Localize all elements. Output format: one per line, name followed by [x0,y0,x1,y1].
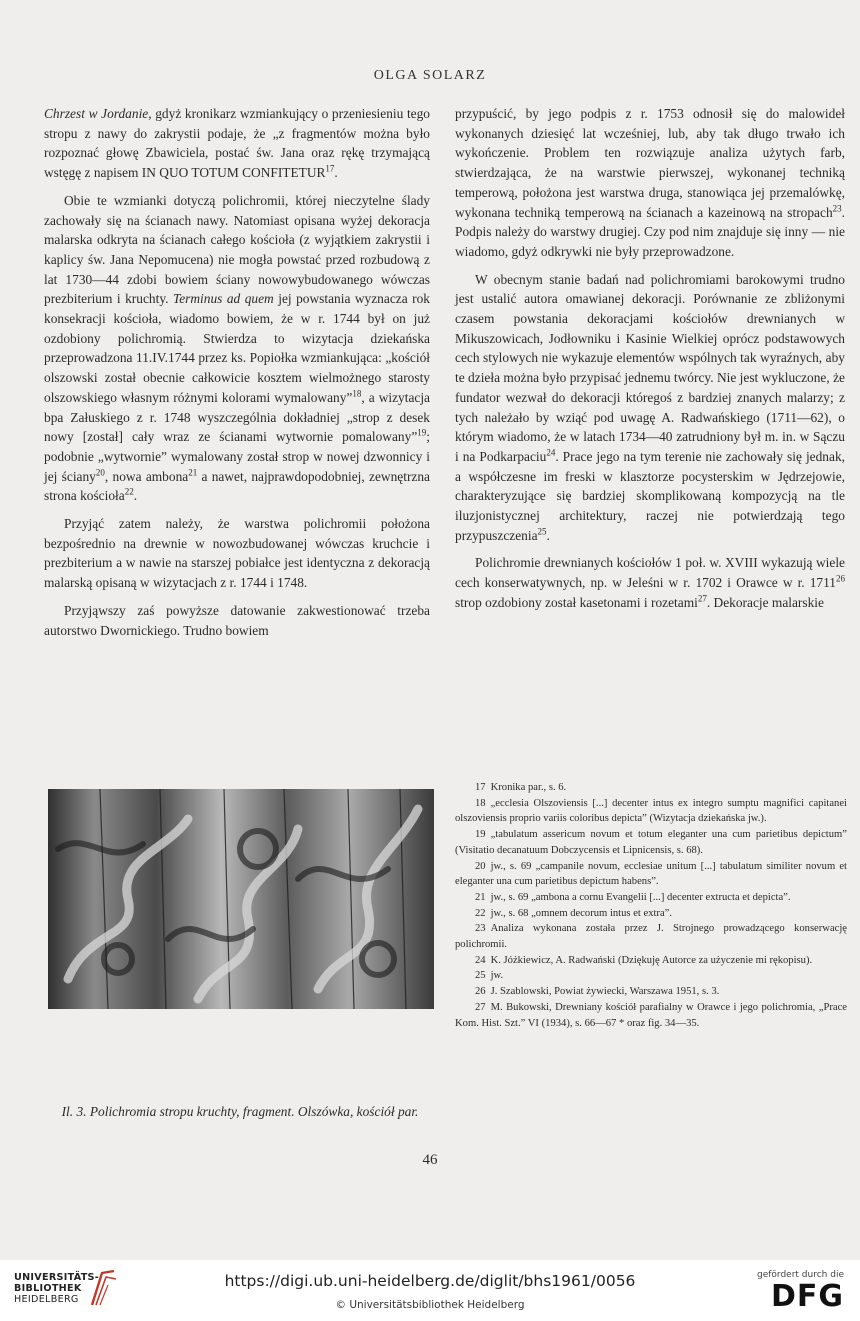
paragraph-text: , nowa ambona [104,468,189,484]
paragraph [44,104,430,183]
footnote [455,984,847,1000]
figure-photo-polychrome [48,789,434,1009]
footnote-ref[interactable]: 23 [832,203,842,214]
logo-text: UNIVERSITÄTS- [14,1272,100,1283]
paragraph-text: jej powstania wyznacza rok konsekracji kościoła, wiadomo bowiem, że w r. 1744 był on już ozdobiony polichromią. Stwierdza to wizytacja dziekańska przeprowadzona 11.IV.1744 przez ks. Popiołka wzmiankująca: „kościół olszowski został obecnie całkowicie kosztem wielmożnego starosty olszowskiego własnym różnymi kolorami wymalowany” [44,291,430,405]
footnote-ref[interactable]: 27 [697,593,707,604]
footnote [455,921,847,952]
footnote-ref[interactable]: 17 [325,163,335,174]
footnote-ref[interactable]: 26 [836,573,845,584]
paragraph-text: . [133,488,138,504]
paragraph-text: przypuścić, by jego podpis z r. 1753 odnosił się do malowideł wykonanych dziesięć lat wcześniej, lub, aby tak długo trwało ich wykończenie. Problem ten rozwiązuje analiza użytych farb, stwierdzająca, że na warstwie pierwszej, wykonanej techniką temperową, położona jest warstwa druga, stanowiąca jej przemalówkę, wykonana techniką temperową na ścianach a kazeinową na stropach [455,106,845,220]
copyright-notice: © Universitätsbibliothek Heidelberg [335,1299,525,1311]
page-number: 46 [422,1152,438,1168]
footnote-text: jw., s. 69 „campanile novum, ecclesiae unitum [...] tabulatum similiter novum et eleganter una cum parietibus depictum habens”. [455,860,847,888]
footnote-text: „ecclesia Olszoviensis [...] decenter intus ex integro sumptu magnifici capitanei olszoviensis proprio variis coloribus depicta” (Wizytacja dziekańska jw.). [455,797,847,825]
footnote [455,968,847,984]
figure-caption: Il. 3. Polichromia stropu kruchty, fragment. Olszówka, kościół par. [61,1104,419,1119]
footnote-number: 17 [475,782,486,793]
footnote-ref[interactable]: 24 [546,447,556,458]
footnote-number: 21 [475,891,486,903]
paragraph-text: a nawet, najprawdopodobniej, zewnętrzna strona kościoła [44,468,430,504]
footnote-text: K. Jóżkiewicz, A. Radwański (Dziękuję Autorce za użyczenie mi rękopisu). [490,954,813,966]
footnote-ref[interactable]: 20 [95,467,105,478]
footnote [455,1000,847,1031]
footnote-number: 22 [475,907,486,919]
paragraph-text: Polichromie drewnianych kościołów 1 poł. w. XVIII wykazują wiele cech konserwatywnych, np. w Jeleśni w r. 1702 i Orawce w r. 1711 [455,555,845,591]
footnote-text: J. Szablowski, Powiat żywiecki, Warszawa 1951, s. 3. [490,986,720,998]
footnote-ref[interactable]: 18 [352,388,362,399]
footnote-ref[interactable]: 21 [188,467,198,478]
paragraph [455,553,845,612]
footnote-text: jw., s. 69 „ambona a cornu Evangelii [...] decenter extructa et depicta”. [490,891,791,903]
footnote-number: 20 [475,860,486,872]
footnote [455,827,847,858]
logo-text: BIBLIOTHEK [14,1283,82,1294]
paragraph [44,191,430,506]
viewer-footer [0,1260,860,1321]
footnote-text: Kronika par., s. 6. [490,782,567,793]
footnote-number: 18 [475,797,486,809]
latin-term: Terminus ad quem [172,291,274,307]
footnote [455,953,847,969]
footnote [455,796,847,827]
running-head: OLGA SOLARZ [373,68,487,83]
paragraph [455,270,845,546]
left-text-column [44,104,430,648]
footnote [455,780,847,796]
paragraph-text: , gdyż kronikarz wzmiankujący o przeniesieniu tego stropu z nawy do zakrystii podaje, że „z fragmentów można było rozpoznać głowę Zbawiciela, postać św. Jana oraz rękę trzymającą wstęgę z napisem IN QUO TOTUM CONFITETUR [44,106,430,181]
paragraph-text: strop ozdobiony został kasetonami i rozetami [455,594,698,610]
footnote-text: jw. [490,970,504,982]
paragraph-text: . [546,527,550,543]
paragraph: Przyjąwszy zaś powyższe datowanie zakwestionować trzeba autorstwo Dwornickiego. Trudno bowiem [44,602,430,638]
footnote-text: „tabulatum assericum novum et totum eleganter una cum parietibus depictum” (Visitatio decanatuum Dobczycensis et Lipnicensis, s. 68). [455,829,847,856]
dfg-logo[interactable]: DFG [770,1279,844,1314]
funder-note: gefördert durch die [757,1270,844,1280]
footnote-ref[interactable]: 25 [537,526,547,537]
paragraph-text: . Prace jego na tym terenie nie zachowały się jednak, a współczesne im freski w klasztorze pocysterskim w Jędrzejowie, charakteryzujące się bardziej skomplikowaną kompozycją na tle iluzjonistycznej architektury, raczej nie potwierdzają tego przypuszczenia [455,448,845,543]
footnote-number: 23 [475,923,486,935]
footnote-number: 24 [475,954,486,966]
footnote-text: jw., s. 68 „omnem decorum intus et extra”. [490,907,673,919]
logo-text: HEIDELBERG [14,1294,79,1305]
paragraph-text: W obecnym stanie badań nad polichromiami barokowymi trudno jest ustalić autora omawianej dekoracji. Porównanie ze zbliżonymi czasem powstania dekoracjami kościołów drewnianych w Mikuszowicach, Jodłowniku i Kasinie Wielkiej oprócz podstawowych cech stylowych nie wykazuje elementów wspólnych tak wyraźnych, aby te dzieła można było przypisać jednemu twórcy. Nie jest wykluczone, że fundator wezwał do dekoracji któregoś z bardziej znanych malarzy; z tych należało by wziąć pod uwagę A. Radwańskiego (1711—62), o którym wiadomo, że w latach 1734—40 zatrudniony był m. in. w Sączu i na Podkarpaciu [455,271,845,464]
paragraph [455,104,845,262]
paragraph-text: , a wizytacja bpa Załuskiego z r. 1748 wyszczególnia dokładniej „strop z desek nowy [został] cały wraz ze ścianami wytwornie pomalowany” [44,389,430,445]
document-url-link[interactable]: https://digi.ub.uni-heidelberg.de/diglit/bhs1961/0056 [224,1272,636,1290]
footnote-number: 27 [475,1001,486,1013]
footnote-ref[interactable]: 19 [417,427,427,438]
paragraph-text: . Podpis należy do warstwy drugiej. Czy pod nim znajduje się inny — nie wiadomo, gdyż odkrywki nie były przeprowadzone. [455,204,845,259]
footnote-number: 19 [475,829,486,841]
footnotes [455,780,847,1031]
right-text-column [455,104,845,621]
paragraph-text: . [334,165,338,181]
paragraph-text: ; podobnie „wytwornie” wymalowany został strop w nowej dzwonnicy i jej ściany [44,429,430,484]
paragraph-text: Obie te wzmianki dotyczą polichromii, której nieczytelne ślady zachowały się na ścianach nawy. Natomiast opisana wyżej dekoracja malarska odkryta na ścianach całego kościoła (z wyjątkiem zakrystii i kaplicy św. Jana Nepomucena) nie mogła powstać przed rozbudową z lat 1730—44 zdobi bowiem ściany nowowybudowanego wówczas prezbiterium i kruchty. [44,192,430,307]
footnote-number: 26 [475,986,486,998]
footnote-ref[interactable]: 22 [124,486,134,497]
footnote-number: 25 [475,970,486,982]
paragraph: Przyjąć zatem należy, że warstwa polichromii położona bezpośrednio na drewnie w nowozbudowanej wówczas kruchcie i prezbiterium a w nawie na starszej pobiałce jest identyczna z dekoracją malarską opisaną w wizytacjach z r. 1744 i 1748. [44,516,430,591]
footnote-text: M. Bukowski, Drewniany kościół parafialny w Orawce i jego polichromia, „Prace Kom. Hist. Szt.” VI (1934), s. 66—67 * oraz fig. 34—35. [455,1001,847,1029]
paragraph-text: . Dekoracje malarskie [706,594,824,610]
footnote [455,859,847,890]
footnote-text: Analiza wykonana została przez J. Strojnego prowadzącego konserwację polichromii. [455,923,847,951]
artwork-title: Chrzest w Jordanie [44,106,149,121]
footnote [455,906,847,922]
footnote [455,890,847,906]
